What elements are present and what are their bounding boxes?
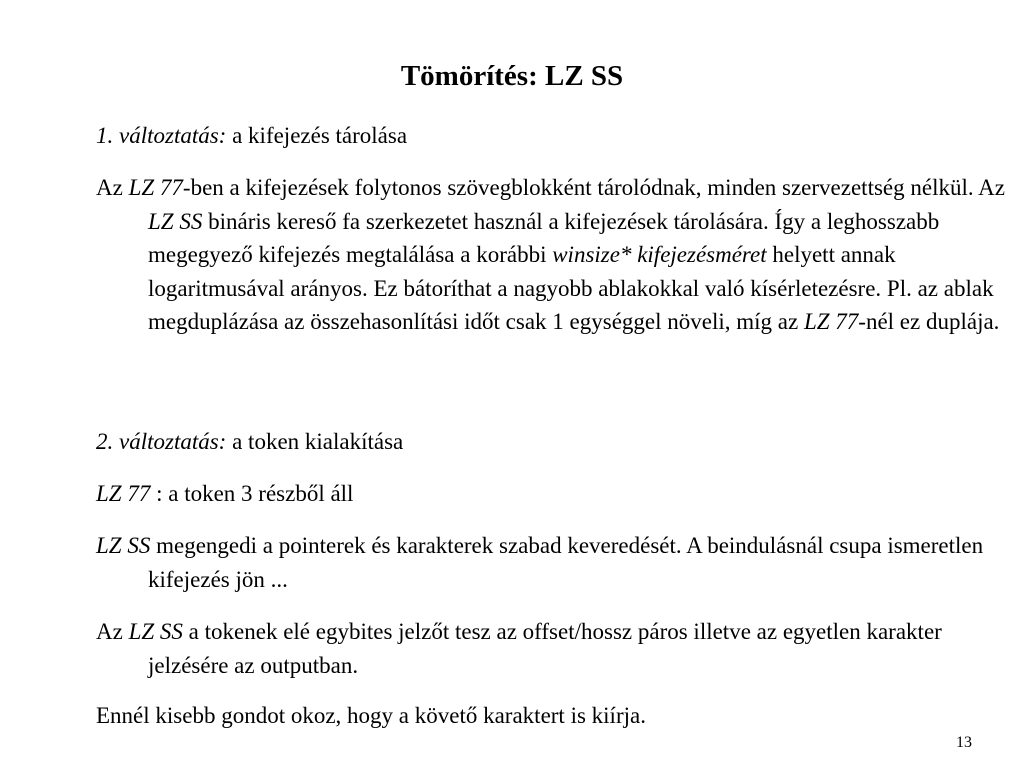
p2-segment-1: LZ 77	[96, 481, 151, 506]
change-2-heading	[96, 425, 966, 459]
p4-segment-1: Az	[96, 619, 129, 644]
p4-segment-3: a tokenek elé egybites jelzőt tesz az offset/hossz páros illetve az egyetlen karakter jelzésére az outputban.	[148, 619, 942, 678]
p3-segment-1: LZ SS	[96, 533, 151, 558]
lzss-mixing-paragraph	[96, 529, 1018, 596]
slide-title: Tömörítés: LZ SS	[400, 60, 624, 92]
p1-segment-5: bináris kereső fa szerkezetet használ a kifejezések tárolására. Így a leghosszabb megegyező kifejezés megtalálása a korábbi	[148, 208, 940, 267]
p1-segment-9: -nél ez duplája.	[858, 309, 1000, 334]
p1-segment-3: -ben a kifejezések folytonos szövegblokként tárolódnak, minden szervezettség nélkül. Az	[182, 175, 1005, 200]
p1-segment-7: helyett annak logaritmusával arányos. Ez bátoríthat a nagyobb ablakokkal való kísérletezésre. Pl. az ablak megduplázása az összehasonlítási időt csak 1 egységgel növeli, míg az	[148, 242, 994, 334]
p2-segment-2: : a token 3 részből áll	[150, 481, 354, 506]
p1-segment-2: LZ 77	[128, 175, 183, 200]
change-2-text: a token kialakítása	[226, 429, 404, 454]
lz77-token-paragraph	[96, 477, 966, 511]
change-2-label: 2. változtatás:	[96, 429, 227, 454]
p1-segment-4: LZ SS	[148, 208, 203, 234]
p3-segment-2: megengedi a pointerek és karakterek szabad keveredését. A beindulásnál csupa ismeretlen kifejezés jön ...	[148, 533, 984, 592]
page-number: 13	[956, 734, 972, 751]
p1-segment-8: LZ 77	[803, 309, 859, 334]
p4-segment-2: LZ SS	[128, 619, 183, 644]
lz77-storage-paragraph	[96, 171, 1018, 339]
change-1-text: a kifejezés tárolása	[226, 123, 408, 148]
change-1-heading	[96, 119, 966, 153]
lzss-flag-paragraph	[96, 615, 1018, 682]
closing-paragraph: Ennél kisebb gondot okoz, hogy a követő karaktert is kiírja.	[96, 703, 646, 728]
change-1-label: 1. változtatás:	[96, 123, 227, 148]
p1-segment-1: Az	[96, 175, 129, 200]
p1-segment-6: winsize* kifejezésméret	[552, 242, 767, 267]
